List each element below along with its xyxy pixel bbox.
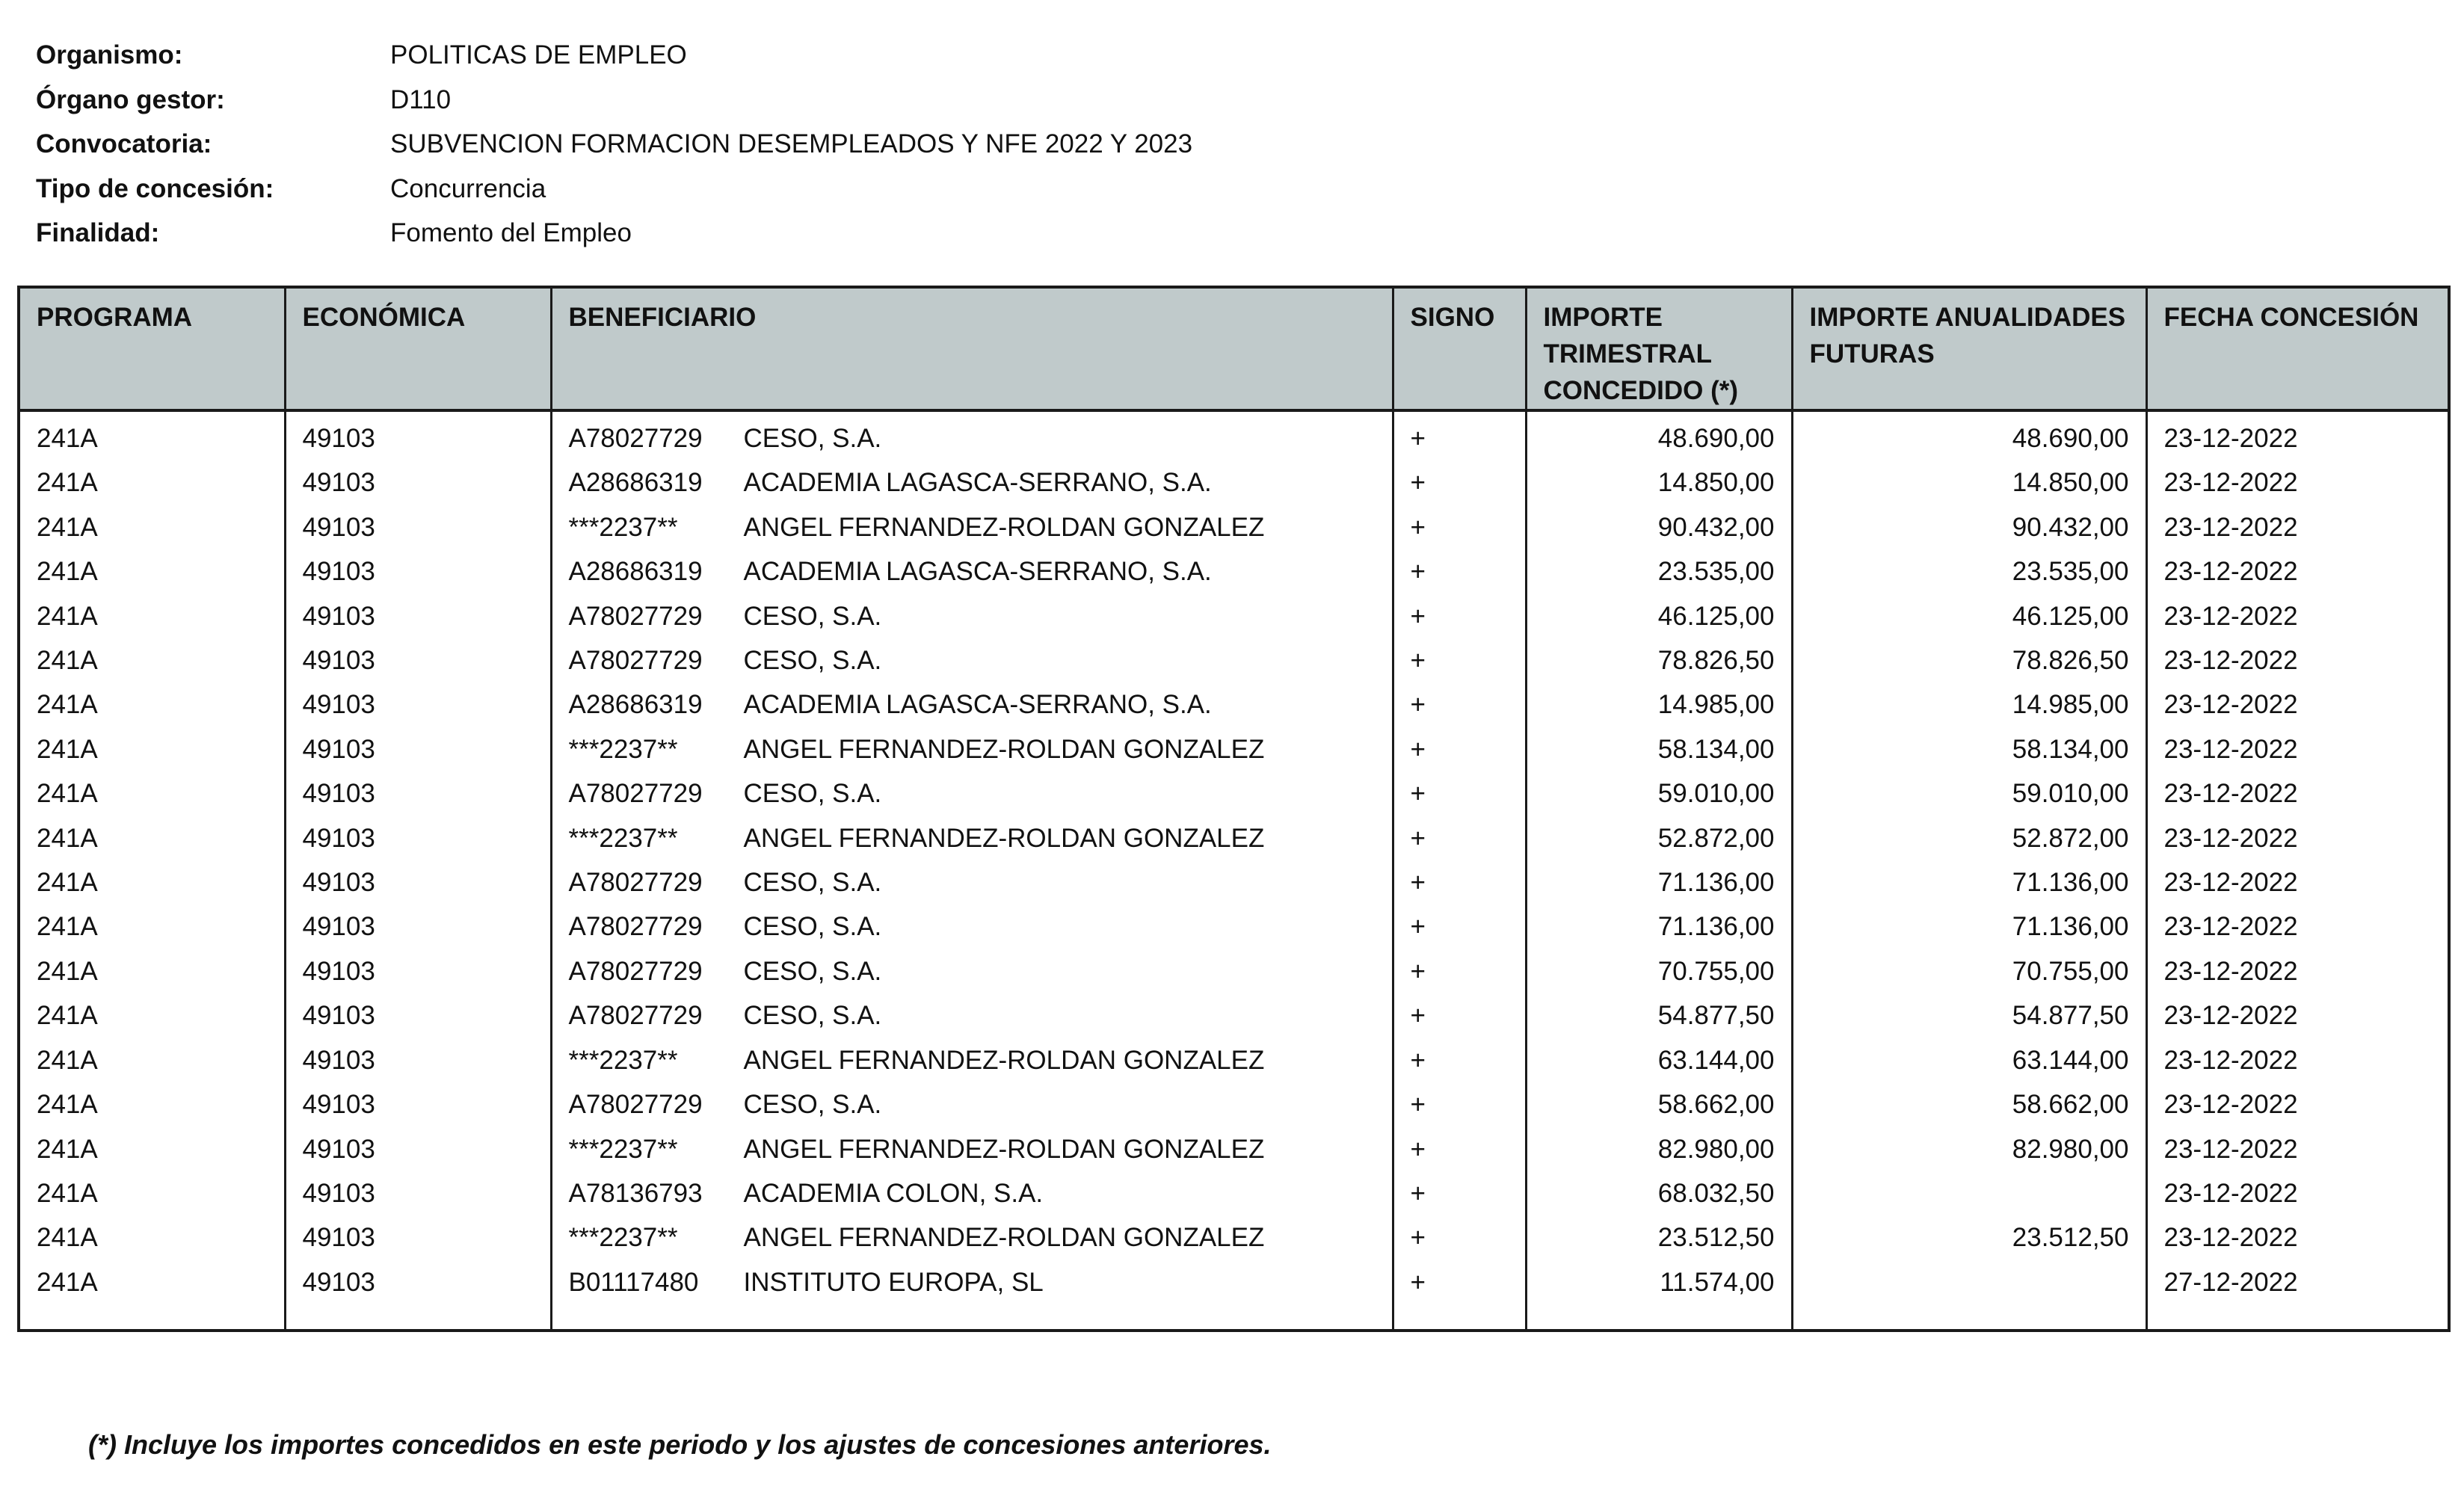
cell-signo: + <box>1393 727 1526 771</box>
cell-beneficiario <box>551 1171 1393 1215</box>
beneficiary-nif: A78027729 <box>568 956 703 986</box>
table-header <box>19 287 2449 410</box>
beneficiary-nif: A28686319 <box>568 690 703 720</box>
cell-signo: + <box>1393 904 1526 949</box>
cell-beneficiario <box>551 594 1393 638</box>
cell-fecha-concesion: 23-12-2022 <box>2146 816 2449 860</box>
table-row <box>19 904 2449 949</box>
beneficiary-name: CESO, S.A. <box>743 1090 882 1120</box>
cell-importe-trimestral: 14.850,00 <box>1526 460 1792 505</box>
beneficiary-name: INSTITUTO EUROPA, SL <box>743 1267 1044 1297</box>
cell-signo: + <box>1393 505 1526 549</box>
meta-value: Concurrencia <box>390 173 546 203</box>
beneficiary-nif: ***2237** <box>568 1223 678 1253</box>
beneficiary-nif: A78027729 <box>568 1001 703 1031</box>
table-row <box>19 771 2449 816</box>
table-row <box>19 549 2449 594</box>
meta-row <box>36 211 1192 256</box>
beneficiary-name: ANGEL FERNANDEZ-ROLDAN GONZALEZ <box>743 512 1265 542</box>
cell-economica: 49103 <box>285 410 551 460</box>
table-row <box>19 727 2449 771</box>
beneficiary-nif: ***2237** <box>568 1045 678 1075</box>
cell-importe-anualidades: 58.134,00 <box>1792 727 2146 771</box>
header-importe-anualidades: IMPORTE ANUALIDADES FUTURAS <box>1792 287 2146 410</box>
cell-signo: + <box>1393 949 1526 993</box>
cell-economica: 49103 <box>285 1171 551 1215</box>
cell-economica: 49103 <box>285 505 551 549</box>
cell-signo: + <box>1393 1260 1526 1304</box>
cell-economica: 49103 <box>285 1260 551 1304</box>
meta-value: D110 <box>390 84 452 114</box>
beneficiary-name: ACADEMIA COLON, S.A. <box>743 1178 1044 1208</box>
meta-value: POLITICAS DE EMPLEO <box>390 40 687 70</box>
beneficiary-nif: A78027729 <box>568 868 703 898</box>
cell-programa: 241A <box>37 1223 98 1253</box>
cell-signo: + <box>1393 993 1526 1038</box>
cell-fecha-concesion: 23-12-2022 <box>2146 638 2449 682</box>
cell-importe-anualidades: 23.535,00 <box>1792 549 2146 594</box>
beneficiary-nif: A28686319 <box>568 557 703 587</box>
beneficiary-name: CESO, S.A. <box>743 956 882 986</box>
cell-fecha-concesion: 23-12-2022 <box>2146 1038 2449 1082</box>
cell-programa: 241A <box>37 424 98 453</box>
cell-programa: 241A <box>37 1001 98 1031</box>
cell-importe-anualidades: 78.826,50 <box>1792 638 2146 682</box>
cell-programa: 241A <box>37 956 98 986</box>
beneficiary-name: ACADEMIA LAGASCA-SERRANO, S.A. <box>743 468 1212 498</box>
cell-importe-trimestral: 54.877,50 <box>1526 993 1792 1038</box>
beneficiary-nif: A78027729 <box>568 1090 703 1120</box>
beneficiary-nif: ***2237** <box>568 1134 678 1164</box>
beneficiary-name: ACADEMIA LAGASCA-SERRANO, S.A. <box>743 690 1212 720</box>
table-filler-row <box>19 1304 2449 1331</box>
table-row <box>19 949 2449 993</box>
beneficiary-name: CESO, S.A. <box>743 424 882 453</box>
cell-economica: 49103 <box>285 949 551 993</box>
beneficiary-nif: A78136793 <box>568 1178 703 1208</box>
cell-importe-trimestral: 14.985,00 <box>1526 682 1792 727</box>
cell-importe-trimestral: 90.432,00 <box>1526 505 1792 549</box>
cell-importe-anualidades: 63.144,00 <box>1792 1038 2146 1082</box>
cell-programa: 241A <box>37 734 98 764</box>
beneficiary-nif: ***2237** <box>568 823 678 853</box>
table-row <box>19 860 2449 904</box>
cell-economica: 49103 <box>285 816 551 860</box>
beneficiary-name: ANGEL FERNANDEZ-ROLDAN GONZALEZ <box>743 1223 1265 1253</box>
cell-fecha-concesion: 23-12-2022 <box>2146 1215 2449 1260</box>
cell-importe-trimestral: 23.535,00 <box>1526 549 1792 594</box>
cell-beneficiario <box>551 549 1393 594</box>
filler-cell <box>551 1304 1393 1331</box>
cell-signo: + <box>1393 1171 1526 1215</box>
cell-beneficiario <box>551 505 1393 549</box>
cell-beneficiario <box>551 949 1393 993</box>
cell-economica: 49103 <box>285 1215 551 1260</box>
cell-importe-trimestral: 46.125,00 <box>1526 594 1792 638</box>
filler-cell <box>285 1304 551 1331</box>
cell-beneficiario <box>551 460 1393 505</box>
cell-importe-anualidades <box>1792 1171 2146 1215</box>
beneficiary-name: CESO, S.A. <box>743 646 882 676</box>
cell-signo: + <box>1393 410 1526 460</box>
cell-importe-anualidades: 14.850,00 <box>1792 460 2146 505</box>
cell-fecha-concesion: 23-12-2022 <box>2146 1127 2449 1171</box>
cell-signo: + <box>1393 1038 1526 1082</box>
cell-beneficiario <box>551 638 1393 682</box>
beneficiary-nif: A78027729 <box>568 912 703 942</box>
beneficiary-nif: A78027729 <box>568 601 703 631</box>
cell-importe-trimestral: 71.136,00 <box>1526 904 1792 949</box>
cell-fecha-concesion: 23-12-2022 <box>2146 904 2449 949</box>
cell-economica: 49103 <box>285 549 551 594</box>
cell-economica: 49103 <box>285 904 551 949</box>
cell-importe-trimestral: 59.010,00 <box>1526 771 1792 816</box>
cell-importe-trimestral: 52.872,00 <box>1526 816 1792 860</box>
filler-cell <box>19 1304 285 1331</box>
header-programa: PROGRAMA <box>19 287 285 410</box>
cell-importe-trimestral: 58.134,00 <box>1526 727 1792 771</box>
cell-importe-anualidades: 46.125,00 <box>1792 594 2146 638</box>
meta-value: Fomento del Empleo <box>390 218 632 247</box>
cell-importe-trimestral: 68.032,50 <box>1526 1171 1792 1215</box>
cell-signo: + <box>1393 771 1526 816</box>
cell-economica: 49103 <box>285 1127 551 1171</box>
beneficiary-nif: A78027729 <box>568 646 703 676</box>
cell-importe-anualidades: 48.690,00 <box>1792 410 2146 460</box>
cell-programa: 241A <box>37 601 98 631</box>
cell-beneficiario <box>551 904 1393 949</box>
cell-beneficiario <box>551 771 1393 816</box>
meta-value: SUBVENCION FORMACION DESEMPLEADOS Y NFE 2022 Y 2023 <box>390 129 1193 158</box>
cell-beneficiario <box>551 1038 1393 1082</box>
meta-label: Órgano gestor: <box>36 84 225 114</box>
cell-importe-trimestral: 11.574,00 <box>1526 1260 1792 1304</box>
cell-importe-anualidades: 23.512,50 <box>1792 1215 2146 1260</box>
cell-importe-trimestral: 71.136,00 <box>1526 860 1792 904</box>
cell-programa: 241A <box>37 468 98 498</box>
cell-beneficiario <box>551 1127 1393 1171</box>
header-beneficiario: BENEFICIARIO <box>551 287 1393 410</box>
header-economica: ECONÓMICA <box>285 287 551 410</box>
cell-signo: + <box>1393 594 1526 638</box>
header-fecha-concesion: FECHA CONCESIÓN <box>2146 287 2449 410</box>
cell-fecha-concesion: 23-12-2022 <box>2146 727 2449 771</box>
cell-importe-anualidades: 82.980,00 <box>1792 1127 2146 1171</box>
table-row <box>19 594 2449 638</box>
cell-fecha-concesion: 23-12-2022 <box>2146 949 2449 993</box>
cell-importe-anualidades: 70.755,00 <box>1792 949 2146 993</box>
cell-importe-anualidades: 71.136,00 <box>1792 860 2146 904</box>
header-metadata <box>36 33 1192 256</box>
cell-programa: 241A <box>37 868 98 898</box>
cell-fecha-concesion: 23-12-2022 <box>2146 594 2449 638</box>
table-row <box>19 682 2449 727</box>
cell-economica: 49103 <box>285 682 551 727</box>
cell-importe-anualidades: 90.432,00 <box>1792 505 2146 549</box>
beneficiary-name: CESO, S.A. <box>743 868 882 898</box>
filler-cell <box>1526 1304 1792 1331</box>
cell-programa: 241A <box>37 779 98 809</box>
beneficiary-name: CESO, S.A. <box>743 779 882 809</box>
table-row <box>19 410 2449 460</box>
cell-beneficiario <box>551 410 1393 460</box>
cell-beneficiario <box>551 860 1393 904</box>
beneficiary-nif: B01117480 <box>568 1267 699 1297</box>
meta-label: Convocatoria: <box>36 129 212 158</box>
table-row <box>19 460 2449 505</box>
beneficiary-nif: ***2237** <box>568 734 678 764</box>
beneficiary-name: ANGEL FERNANDEZ-ROLDAN GONZALEZ <box>743 1045 1265 1075</box>
cell-beneficiario <box>551 1260 1393 1304</box>
cell-beneficiario <box>551 816 1393 860</box>
table-row <box>19 1215 2449 1260</box>
cell-signo: + <box>1393 1127 1526 1171</box>
meta-row <box>36 78 1192 123</box>
beneficiary-name: CESO, S.A. <box>743 912 882 942</box>
cell-programa: 241A <box>37 1178 98 1208</box>
cell-signo: + <box>1393 1082 1526 1126</box>
cell-importe-trimestral: 58.662,00 <box>1526 1082 1792 1126</box>
meta-label: Tipo de concesión: <box>36 173 274 203</box>
beneficiary-name: CESO, S.A. <box>743 601 882 631</box>
cell-fecha-concesion: 23-12-2022 <box>2146 771 2449 816</box>
cell-importe-anualidades: 54.877,50 <box>1792 993 2146 1038</box>
cell-importe-anualidades <box>1792 1260 2146 1304</box>
meta-label: Organismo: <box>36 40 183 70</box>
cell-economica: 49103 <box>285 594 551 638</box>
table-row <box>19 1127 2449 1171</box>
cell-economica: 49103 <box>285 460 551 505</box>
cell-importe-anualidades: 58.662,00 <box>1792 1082 2146 1126</box>
cell-economica: 49103 <box>285 638 551 682</box>
filler-cell <box>2146 1304 2449 1331</box>
filler-cell <box>1393 1304 1526 1331</box>
beneficiary-name: ANGEL FERNANDEZ-ROLDAN GONZALEZ <box>743 1134 1265 1164</box>
beneficiary-nif: A78027729 <box>568 779 703 809</box>
filler-cell <box>1792 1304 2146 1331</box>
cell-importe-trimestral: 63.144,00 <box>1526 1038 1792 1082</box>
header-signo: SIGNO <box>1393 287 1526 410</box>
cell-economica: 49103 <box>285 771 551 816</box>
meta-row <box>36 167 1192 212</box>
cell-beneficiario <box>551 993 1393 1038</box>
cell-importe-trimestral: 70.755,00 <box>1526 949 1792 993</box>
table-row <box>19 1038 2449 1082</box>
cell-importe-anualidades: 52.872,00 <box>1792 816 2146 860</box>
cell-programa: 241A <box>37 1090 98 1120</box>
table-row <box>19 638 2449 682</box>
table-row <box>19 993 2449 1038</box>
cell-fecha-concesion: 23-12-2022 <box>2146 860 2449 904</box>
cell-programa: 241A <box>37 557 98 587</box>
meta-label: Finalidad: <box>36 218 160 247</box>
cell-beneficiario <box>551 727 1393 771</box>
beneficiary-nif: A78027729 <box>568 424 703 453</box>
cell-signo: + <box>1393 816 1526 860</box>
beneficiary-name: ANGEL FERNANDEZ-ROLDAN GONZALEZ <box>743 734 1265 764</box>
cell-programa: 241A <box>37 1267 98 1297</box>
beneficiary-nif: A28686319 <box>568 468 703 498</box>
cell-economica: 49103 <box>285 1082 551 1126</box>
cell-programa: 241A <box>37 912 98 942</box>
cell-importe-anualidades: 71.136,00 <box>1792 904 2146 949</box>
cell-importe-trimestral: 23.512,50 <box>1526 1215 1792 1260</box>
cell-beneficiario <box>551 1082 1393 1126</box>
cell-signo: + <box>1393 1215 1526 1260</box>
cell-fecha-concesion: 23-12-2022 <box>2146 549 2449 594</box>
cell-programa: 241A <box>37 690 98 720</box>
cell-programa: 241A <box>37 1134 98 1164</box>
cell-importe-trimestral: 78.826,50 <box>1526 638 1792 682</box>
cell-programa: 241A <box>37 646 98 676</box>
cell-programa: 241A <box>37 823 98 853</box>
cell-importe-anualidades: 59.010,00 <box>1792 771 2146 816</box>
header-importe-trimestral: IMPORTE TRIMESTRAL CONCEDIDO (*) <box>1526 287 1792 410</box>
cell-beneficiario <box>551 1215 1393 1260</box>
concessions-table <box>17 286 2451 1332</box>
cell-economica: 49103 <box>285 860 551 904</box>
cell-importe-trimestral: 82.980,00 <box>1526 1127 1792 1171</box>
cell-programa: 241A <box>37 1045 98 1075</box>
table-row <box>19 505 2449 549</box>
cell-importe-anualidades: 14.985,00 <box>1792 682 2146 727</box>
cell-fecha-concesion: 23-12-2022 <box>2146 505 2449 549</box>
beneficiary-nif: ***2237** <box>568 512 678 542</box>
beneficiary-name: ANGEL FERNANDEZ-ROLDAN GONZALEZ <box>743 823 1265 853</box>
table-row <box>19 1171 2449 1215</box>
footnote: (*) Incluye los importes concedidos en este periodo y los ajustes de concesiones anteriores. <box>88 1429 1272 1460</box>
beneficiary-name: ACADEMIA LAGASCA-SERRANO, S.A. <box>743 557 1212 587</box>
table-row <box>19 1082 2449 1126</box>
cell-signo: + <box>1393 682 1526 727</box>
cell-programa: 241A <box>37 512 98 542</box>
cell-fecha-concesion: 23-12-2022 <box>2146 1171 2449 1215</box>
cell-fecha-concesion: 23-12-2022 <box>2146 682 2449 727</box>
table-row <box>19 1260 2449 1304</box>
table-row <box>19 816 2449 860</box>
meta-row <box>36 33 1192 78</box>
cell-signo: + <box>1393 860 1526 904</box>
cell-signo: + <box>1393 549 1526 594</box>
cell-fecha-concesion: 27-12-2022 <box>2146 1260 2449 1304</box>
cell-economica: 49103 <box>285 993 551 1038</box>
cell-fecha-concesion: 23-12-2022 <box>2146 410 2449 460</box>
cell-importe-trimestral: 48.690,00 <box>1526 410 1792 460</box>
cell-signo: + <box>1393 638 1526 682</box>
beneficiary-name: CESO, S.A. <box>743 1001 882 1031</box>
cell-signo: + <box>1393 460 1526 505</box>
cell-fecha-concesion: 23-12-2022 <box>2146 1082 2449 1126</box>
cell-economica: 49103 <box>285 727 551 771</box>
cell-economica: 49103 <box>285 1038 551 1082</box>
table-body <box>19 410 2449 1331</box>
cell-beneficiario <box>551 682 1393 727</box>
cell-fecha-concesion: 23-12-2022 <box>2146 993 2449 1038</box>
meta-row <box>36 122 1192 167</box>
cell-fecha-concesion: 23-12-2022 <box>2146 460 2449 505</box>
